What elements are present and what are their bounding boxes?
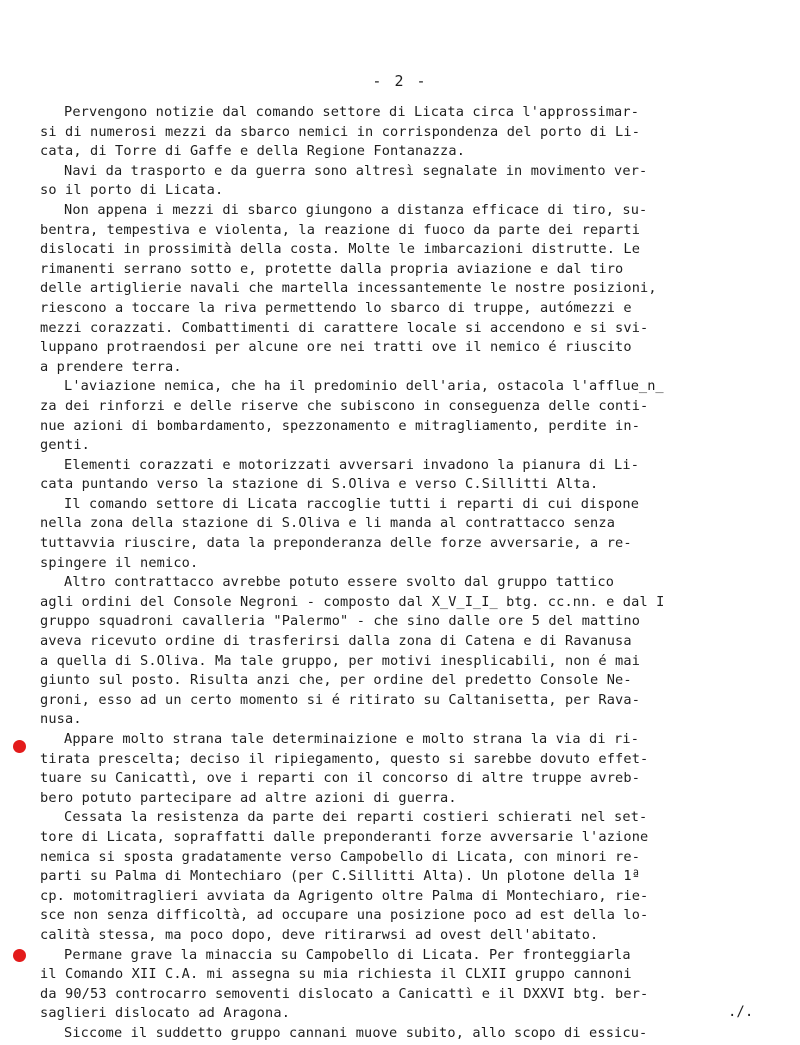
text-line: nemica si sposta gradatamente verso Campobello di Licata, con minori re- <box>40 848 641 865</box>
text-line: mezzi corazzati. Combattimenti di carattere locale si accendono e si svi- <box>40 319 649 336</box>
text-line: parti su Palma di Montechiaro (per C.Sillitti Alta). Un plotone della 1ª <box>40 868 641 885</box>
text-line: cp. motomitraglieri avviata da Agrigento oltre Palma di Montechiaro, rie- <box>40 887 649 904</box>
red-dot-marker <box>13 949 26 962</box>
document-body <box>40 103 780 1044</box>
text-line: a prendere terra. <box>40 358 182 375</box>
text-line: tore di Licata, sopraffatti dalle preponderanti forze avversarie l'azione <box>40 828 649 845</box>
text-line: rimanenti serrano sotto e, protette dalla propria aviazione e dal tiro <box>40 260 624 277</box>
text-line: cata, di Torre di Gaffe e della Regione Fontanazza. <box>40 143 466 160</box>
text-line: nusa. <box>40 711 82 728</box>
text-line: Pervengono notizie dal comando settore di Licata circa l'approssimar- <box>64 104 640 120</box>
text-line: dislocati in prossimità della costa. Molte le imbarcazioni distrutte. Le <box>40 241 641 258</box>
text-line: nella zona della stazione di S.Oliva e li manda al contrattacco senza <box>40 515 616 532</box>
text-line: sce non senza difficoltà, ad occupare una posizione poco ad est della lo- <box>40 907 649 924</box>
text-line: il Comando XII C.A. mi assegna su mia richiesta il CLXII gruppo cannoni <box>40 966 632 983</box>
text-line: genti. <box>40 437 91 454</box>
text-line: groni, esso ad un certo momento si é ritirato su Caltanisetta, per Rava- <box>40 691 641 708</box>
continuation-mark: ./. <box>728 1004 754 1020</box>
text-line: a quella di S.Oliva. Ma tale gruppo, per motivi inesplicabili, non é mai <box>40 652 641 669</box>
text-line: luppano protraendosi per alcune ore nei tratti ove il nemico é riuscito <box>40 339 632 356</box>
text-line: bero potuto partecipare ad altre azioni di guerra. <box>40 789 457 806</box>
text-line: delle artiglierie navali che martella incessantemente le nostre posizioni, <box>40 280 657 297</box>
text-line: Non appena i mezzi di sbarco giungono a distanza efficace di tiro, su- <box>64 201 648 218</box>
text-line: saglieri dislocato ad Aragona. <box>40 1005 291 1022</box>
text-line: si di numerosi mezzi da sbarco nemici in corrispondenza del porto di Li- <box>40 123 641 140</box>
text-line: L'aviazione nemica, che ha il predominio dell'aria, ostacola l'afflue̲n̲ <box>64 378 664 395</box>
page-number: - 2 - <box>372 72 428 90</box>
text-line: Cessata la resistenza da parte dei reparti costieri schierati nel set- <box>64 809 648 826</box>
text-line: Navi da trasporto e da guerra sono altresì segnalate in movimento ver- <box>64 162 648 179</box>
text-line: Siccome il suddetto gruppo cannani muove subito, allo scopo di essicu- <box>64 1024 648 1041</box>
text-line: tirata prescelta; deciso il ripiegamento, questo si sarebbe dovuto effet- <box>40 750 649 767</box>
text-line: aveva ricevuto ordine di trasferirsi dalla zona di Catena e di Ravanusa <box>40 633 632 650</box>
text-line: riescono a toccare la riva permettendo lo sbarco di truppe, autómezzi e <box>40 299 632 316</box>
text-line: tuttavvia riuscire, data la preponderanza delle forze avversarie, a re- <box>40 535 632 552</box>
text-line: calità stessa, ma poco dopo, deve ritirarwsi ad ovest dell'abitato. <box>40 926 599 943</box>
text-line: giunto sul posto. Risulta anzi che, per ordine del predetto Console Ne- <box>40 672 632 689</box>
text-line: tuare su Canicattì, ove i reparti con il concorso di altre truppe avreb- <box>40 770 641 787</box>
text-line: bentra, tempestiva e violenta, la reazione di fuoco da parte dei reparti <box>40 221 641 238</box>
text-line: Permane grave la minaccia su Campobello di Licata. Per fronteggiarla <box>64 946 631 963</box>
text-line: gruppo squadroni cavalleria "Palermo" - che sino dalle ore 5 del mattino <box>40 613 641 630</box>
text-line: da 90/53 controcarro semoventi dislocato a Canicattì e il DXXVI btg. ber- <box>40 985 649 1002</box>
text-line: Altro contrattacco avrebbe potuto essere svolto dal gruppo tattico <box>64 574 615 591</box>
text-line: nue azioni di bombardamento, spezzonamento e mitragliamento, perdite in- <box>40 417 641 434</box>
red-dot-marker <box>13 740 26 753</box>
text-line: so il porto di Licata. <box>40 182 224 199</box>
text-line: za dei rinforzi e delle riserve che subiscono in conseguenza delle conti- <box>40 397 649 414</box>
text-line: Il comando settore di Licata raccoglie tutti i reparti di cui dispone <box>64 495 640 512</box>
text-line: spingere il nemico. <box>40 554 199 571</box>
text-line: Appare molto strana tale determinaizione e molto strana la via di ri- <box>64 731 640 747</box>
text-line: cata puntando verso la stazione di S.Oliva e verso C.Sillitti Alta. <box>40 476 599 493</box>
text-line: Elementi corazzati e motorizzati avversari invadono la pianura di Li- <box>64 456 640 473</box>
text-line: agli ordini del Console Negroni - composto dal X̲V̲I̲I̲ btg. cc.nn. e dal I <box>40 593 665 610</box>
